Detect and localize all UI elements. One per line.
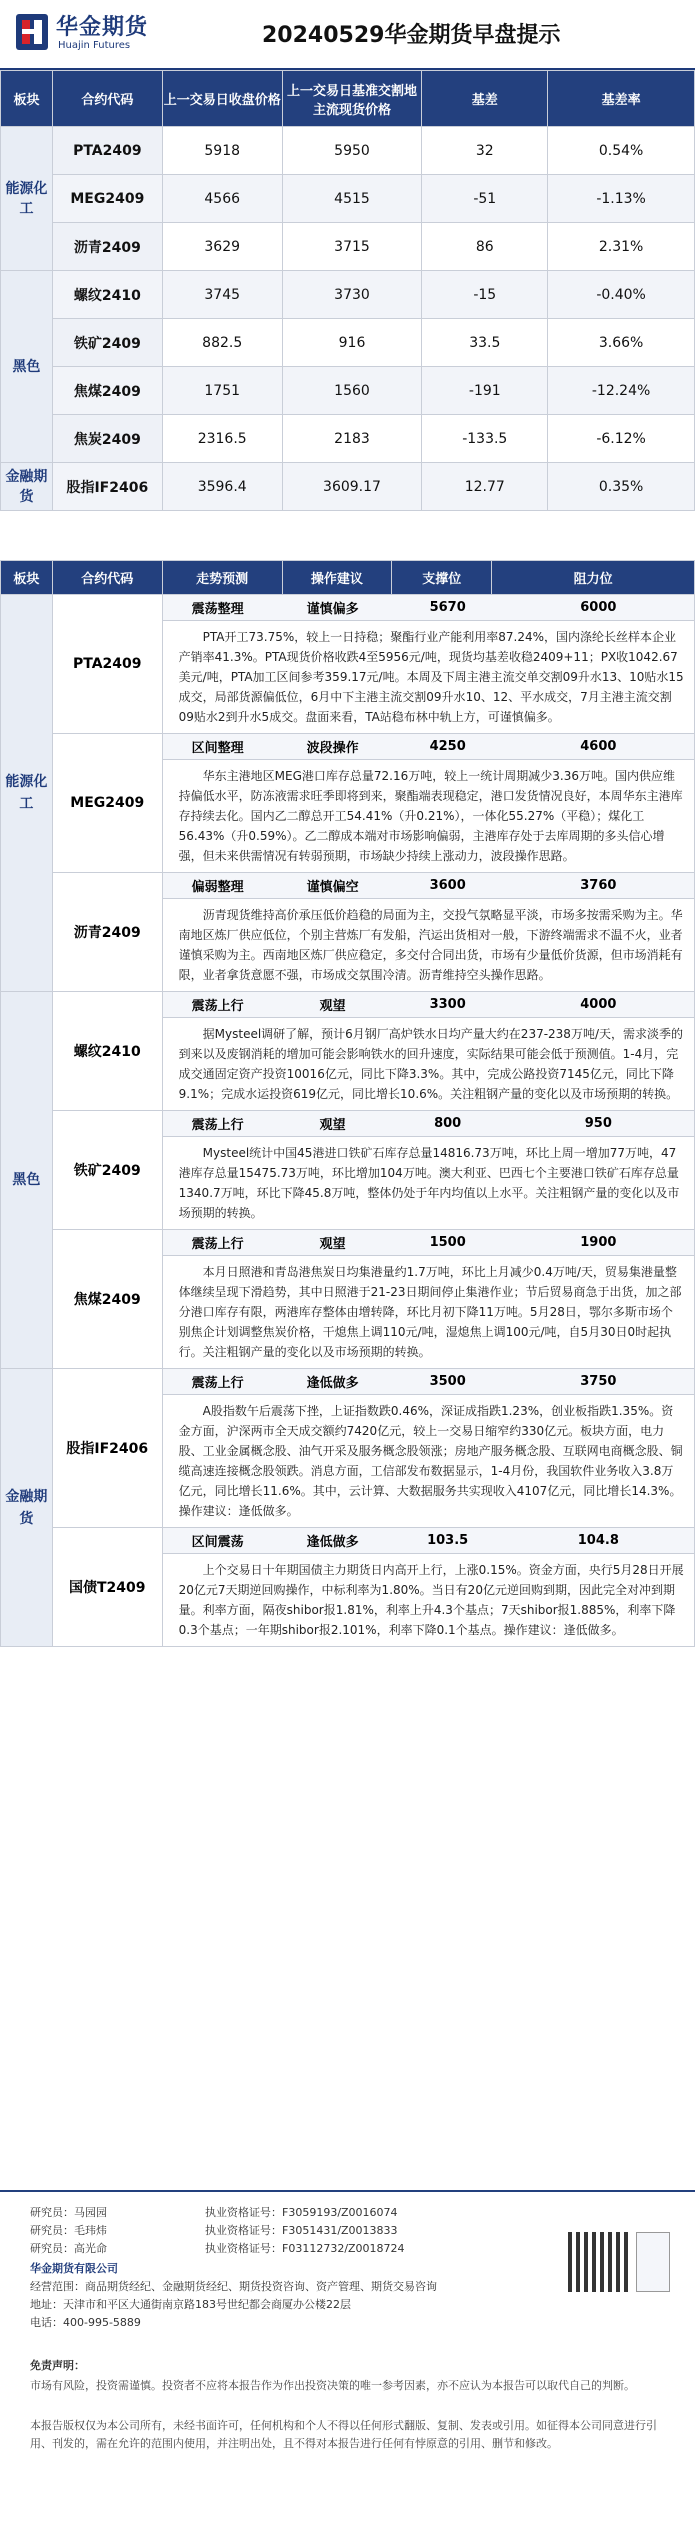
resist-value: 1900	[580, 1235, 617, 1250]
advice-value: 谨慎偏空	[306, 880, 359, 895]
cell-code: 焦炭2409	[52, 415, 162, 463]
outlook-detail	[162, 992, 694, 1111]
advice-value: 逢低做多	[306, 1376, 359, 1391]
basis-th-spot: 上一交易日基准交割地主流现货价格	[282, 71, 422, 127]
cell-spot: 3609.17	[282, 463, 422, 511]
analyst-cert: 执业资格证号：F3051431/Z0013833	[205, 2224, 398, 2237]
trend-value: 震荡上行	[191, 1237, 244, 1252]
cell-rate: -0.40%	[548, 271, 695, 319]
cell-close: 3629	[162, 223, 282, 271]
cell-close: 4566	[162, 175, 282, 223]
logo-cn: 华金期货	[56, 15, 149, 40]
outlook-detail	[162, 1369, 694, 1528]
report-title: 20240529华金期货早盘提示	[262, 23, 561, 48]
commentary-text: 华东主港地区MEG港口库存总量72.16万吨，较上一统计周期减少3.36万吨。国内供应维持偏低水平，防冻液需求旺季即将到来，聚酯端表现稳定，港口发货情况良好，本周华东主港库存持续去化。国内乙二醇总开工54.41%（升0.21%），一体化55.27%（平稳）；煤化工56.43%（升0.59%）。乙二醇成本端对市场影响偏弱，主港库存处于去库周期的多头信心增强，但未来供需情况有转弱预期，市场缺少持续上涨动力，波段操作思路。	[178, 769, 683, 863]
cell-close: 882.5	[162, 319, 282, 367]
support-value: 1500	[429, 1235, 466, 1250]
cell-code: 铁矿2409	[52, 319, 162, 367]
outlook-summary	[163, 1230, 694, 1256]
cell-basis: 33.5	[422, 319, 548, 367]
outlook-detail	[162, 1528, 694, 1647]
company-address: 地址：天津市和平区大通街南京路183号世纪都会商厦办公楼22层	[30, 2298, 351, 2311]
trend-value: 震荡上行	[191, 999, 244, 1014]
basis-table-header	[1, 71, 695, 127]
advice-value: 观望	[319, 999, 346, 1014]
advice-value: 观望	[319, 1237, 346, 1252]
sector-energy: 能源化工	[1, 127, 53, 271]
support-value: 3600	[429, 878, 466, 893]
cell-spot: 916	[282, 319, 422, 367]
basis-th-sector: 板块	[1, 71, 53, 127]
outlook-detail	[162, 734, 694, 873]
advice-value: 观望	[319, 1118, 346, 1133]
advice-value: 逢低做多	[306, 1535, 359, 1550]
cell-rate: -1.13%	[548, 175, 695, 223]
cell-spot: 1560	[282, 367, 422, 415]
outlook-th-support: 支撑位	[392, 561, 492, 595]
outlook-code: 股指IF2406	[52, 1369, 162, 1528]
table-row	[1, 415, 695, 463]
trend-value: 震荡上行	[191, 1376, 244, 1391]
cell-basis: -51	[422, 175, 548, 223]
commentary-text: A股指数午后震荡下挫，上证指数跌0.46%，深证成指跌1.23%，创业板指跌1.35%。资金方面，沪深两市全天成交额约7420亿元，较上一交易日缩窄约330亿元。板块方面，电力股、工业金属概念股、油气开采及服务概念股领涨；房地产服务概念股、互联网电商概念股、铜缆高速连接概念股领跌。消息方面，工信部发布数据显示，1-4月份，我国软件业务收入3.8万亿元，同比增长11.6%。其中，云计算、大数据服务共实现收入4107亿元，同比增长14.3%。操作建议：逢低做多。	[178, 1404, 683, 1518]
outlook-detail	[162, 595, 694, 734]
table-row	[1, 367, 695, 415]
sector-ferrous: 黑色	[1, 271, 53, 463]
outlook-code: 焦煤2409	[52, 1230, 162, 1369]
outlook-summary	[163, 1111, 694, 1137]
outlook-row	[1, 1230, 695, 1369]
analyst-name: 研究员：高光命	[30, 2242, 107, 2255]
cell-close: 1751	[162, 367, 282, 415]
cell-rate: 2.31%	[548, 223, 695, 271]
outlook-th-advice: 操作建议	[282, 561, 392, 595]
company-phone: 电话：400-995-5889	[30, 2316, 141, 2329]
resist-value: 6000	[580, 600, 617, 615]
resist-value: 4600	[580, 739, 617, 754]
cell-basis: -15	[422, 271, 548, 319]
support-value: 103.5	[427, 1533, 469, 1548]
support-value: 800	[434, 1116, 462, 1131]
table-row	[1, 127, 695, 175]
outlook-summary	[163, 734, 694, 760]
outlook-code: 沥青2409	[52, 873, 162, 992]
cell-code: MEG2409	[52, 175, 162, 223]
support-value: 4250	[429, 739, 466, 754]
outlook-summary	[163, 1528, 694, 1554]
outlook-row	[1, 1111, 695, 1230]
logo-en: Huajin Futures	[58, 40, 131, 51]
resist-value: 3750	[580, 1374, 617, 1389]
outlook-table-header	[1, 561, 695, 595]
cell-close: 3745	[162, 271, 282, 319]
disclaimer-copyright: 本报告版权仅为本公司所有，未经书面许可，任何机构和个人不得以任何形式翻版、复制、发表或引用。如征得本公司同意进行引用、刊发的，需在允许的范围内使用，并注明出处，且不得对本报告进行任何有悖原意的引用、删节和修改。	[30, 2419, 657, 2450]
outlook-row	[1, 1369, 695, 1528]
cell-spot: 3715	[282, 223, 422, 271]
cell-basis: 32	[422, 127, 548, 175]
outlook-th-resist: 阻力位	[492, 561, 695, 595]
resist-value: 104.8	[577, 1533, 619, 1548]
cell-spot: 4515	[282, 175, 422, 223]
sector-financial: 金融期货	[1, 463, 53, 511]
outlook-detail	[162, 873, 694, 992]
report-footer	[0, 2190, 695, 2521]
outlook-summary	[163, 595, 694, 621]
support-value: 5670	[429, 600, 466, 615]
outlook-code: 螺纹2410	[52, 992, 162, 1111]
analyst-name: 研究员：马园园	[30, 2206, 107, 2219]
disclaimer-risk: 市场有风险，投资需谨慎。投资者不应将本报告作为作出投资决策的唯一参考因素，亦不应认为本报告可以取代自己的判断。	[30, 2379, 635, 2392]
basis-th-rate: 基差率	[548, 71, 695, 127]
advice-value: 谨慎偏多	[306, 602, 359, 617]
cell-spot: 5950	[282, 127, 422, 175]
analyst-name: 研究员：毛玮炜	[30, 2224, 107, 2237]
outlook-code: 国债T2409	[52, 1528, 162, 1647]
cell-code: 股指IF2406	[52, 463, 162, 511]
advice-value: 波段操作	[306, 741, 359, 756]
table-row	[1, 223, 695, 271]
cell-close: 5918	[162, 127, 282, 175]
outlook-detail	[162, 1230, 694, 1369]
report-header	[0, 0, 695, 70]
resist-value: 3760	[580, 878, 617, 893]
business-scope: 经营范围：商品期货经纪、金融期货经纪、期货投资咨询、资产管理、期货交易咨询	[30, 2280, 437, 2293]
outlook-row	[1, 873, 695, 992]
table-row	[1, 319, 695, 367]
logo-mark-icon	[14, 12, 50, 52]
outlook-th-sector: 板块	[1, 561, 53, 595]
cell-rate: 0.54%	[548, 127, 695, 175]
analyst-cert: 执业资格证号：F03112732/Z0018724	[205, 2242, 405, 2255]
trend-value: 震荡上行	[191, 1118, 244, 1133]
disclaimer-title: 免责声明：	[30, 2359, 85, 2372]
commentary-text: 据Mysteel调研了解，预计6月钢厂高炉铁水日均产量大约在237-238万吨/天，需求淡季的到来以及废钢消耗的增加可能会影响铁水的回升速度，实际结果可能会低于预测值。1-4月，完成交通固定资产投资10016亿元，同比下降3.3%。其中，完成公路投资7145亿元，同比下降9.1%；完成水运投资619亿元，同比增长10.6%。关注粗钢产量的变化以及市场预期的转换。	[178, 1027, 683, 1101]
cell-code: 螺纹2410	[52, 271, 162, 319]
trend-value: 震荡整理	[191, 602, 244, 617]
outlook-summary	[163, 873, 694, 899]
commentary-text: 沥青现货维持高价承压低价趋稳的局面为主，交投气氛略显平淡，市场多按需采购为主。华南地区炼厂供应低位，个别主营炼厂有发船，汽运出货相对一般，下游终端需求不温不火，业者谨慎采购为主。西南地区炼厂供应稳定，多交付合同出货，市场有少量低价货源，但市场消耗有限，业者拿货意愿不强，市场成交氛围冷清。沥青维持空头操作思路。	[178, 908, 683, 982]
cell-basis: 86	[422, 223, 548, 271]
support-value: 3300	[429, 997, 466, 1012]
trend-value: 区间整理	[191, 741, 244, 756]
cell-code: 焦煤2409	[52, 367, 162, 415]
commentary-text: PTA开工73.75%，较上一日持稳；聚酯行业产能利用率87.24%，国内涤纶长丝样本企业产销率41.3%。PTA现货价格收跌4至5956元/吨，现货均基差收稳2409+11；PX收1042.67美元/吨，PTA加工区间参考359.17元/吨。本周及下周主港主流交单交割09升水13、10贴水15成交，局部货源偏低位，6月中下主港主流交割09升水10、12、平水成交，7月主港主流交割09贴水2到升水5成交。盘面来看，TA站稳布林中轨上方，可谨慎偏多。	[178, 630, 684, 724]
cell-close: 2316.5	[162, 415, 282, 463]
cell-basis: 12.77	[422, 463, 548, 511]
table-row	[1, 175, 695, 223]
cell-spot: 3730	[282, 271, 422, 319]
outlook-detail	[162, 1111, 694, 1230]
cell-rate: 3.66%	[548, 319, 695, 367]
outlook-row	[1, 1528, 695, 1647]
outlook-th-code: 合约代码	[52, 561, 162, 595]
outlook-sector: 黑色	[1, 992, 53, 1369]
outlook-th-trend: 走势预测	[162, 561, 282, 595]
outlook-row	[1, 734, 695, 873]
cell-code: PTA2409	[52, 127, 162, 175]
analyst-cert: 执业资格证号：F3059193/Z0016074	[205, 2206, 398, 2219]
basis-th-close: 上一交易日收盘价格	[162, 71, 282, 127]
resist-value: 950	[584, 1116, 612, 1131]
cell-rate: 0.35%	[548, 463, 695, 511]
outlook-summary	[163, 992, 694, 1018]
trend-value: 区间震荡	[191, 1535, 244, 1550]
commentary-text: Mysteel统计中国45港进口铁矿石库存总量14816.73万吨，环比上周一增加77万吨，47港库存总量15475.73万吨，环比增加104万吨。澳大利亚、巴西七个主要港口铁矿石库存总量1340.7万吨，环比下降45.8万吨，整体仍处于年内均值以上水平。关注粗钢产量的变化以及市场预期的转换。	[178, 1146, 680, 1220]
outlook-code: 铁矿2409	[52, 1111, 162, 1230]
cell-code: 沥青2409	[52, 223, 162, 271]
basis-th-code: 合约代码	[52, 71, 162, 127]
commentary-text: 本月日照港和青岛港焦炭日均集港量约1.7万吨，环比上月减少0.4万吨/天，贸易集港量整体继续呈现下滑趋势，其中日照港于21-23日期间停止集港作业；节后贸易商急于出货，加之部分港口库存有限，两港库存整体由增转降，环比月初下降11万吨。5月28日，鄂尔多斯市场个别焦企计划调整焦炭价格，干熄焦上调110元/吨，湿熄焦上调100元/吨，自5月30日0时起执行。关注粗钢产量的变化以及市场预期的转换。	[178, 1265, 682, 1359]
outlook-code: MEG2409	[52, 734, 162, 873]
outlook-sector: 能源化工	[1, 595, 53, 992]
basis-table	[0, 70, 695, 511]
app-badge-icon	[636, 2232, 670, 2292]
resist-value: 4000	[580, 997, 617, 1012]
cell-basis: -133.5	[422, 415, 548, 463]
company-name: 华金期货有限公司	[30, 2262, 118, 2275]
company-logo	[14, 10, 164, 58]
cell-close: 3596.4	[162, 463, 282, 511]
table-row	[1, 271, 695, 319]
outlook-code: PTA2409	[52, 595, 162, 734]
cell-rate: -12.24%	[548, 367, 695, 415]
cell-spot: 2183	[282, 415, 422, 463]
cell-rate: -6.12%	[548, 415, 695, 463]
outlook-sector: 金融期货	[1, 1369, 53, 1647]
trend-value: 偏弱整理	[191, 880, 244, 895]
cell-basis: -191	[422, 367, 548, 415]
support-value: 3500	[429, 1374, 466, 1389]
table-row	[1, 463, 695, 511]
outlook-row	[1, 595, 695, 734]
outlook-summary	[163, 1369, 694, 1395]
commentary-text: 上个交易日十年期国债主力期货日内高开上行，上涨0.15%。资金方面，央行5月28日开展20亿元7天期逆回购操作，中标利率为1.80%。当日有20亿元逆回购到期，因此完全对冲到期量。利率方面，隔夜shibor报1.81%，利率上升4.3个基点；7天shibor报1.885%，利率下降0.3个基点；一年期shibor报2.101%，利率下降0.1个基点。操作建议：逢低做多。	[178, 1563, 684, 1637]
basis-th-basis: 基差	[422, 71, 548, 127]
outlook-row	[1, 992, 695, 1111]
qr-code-icon	[568, 2232, 628, 2292]
outlook-table	[0, 560, 695, 1647]
